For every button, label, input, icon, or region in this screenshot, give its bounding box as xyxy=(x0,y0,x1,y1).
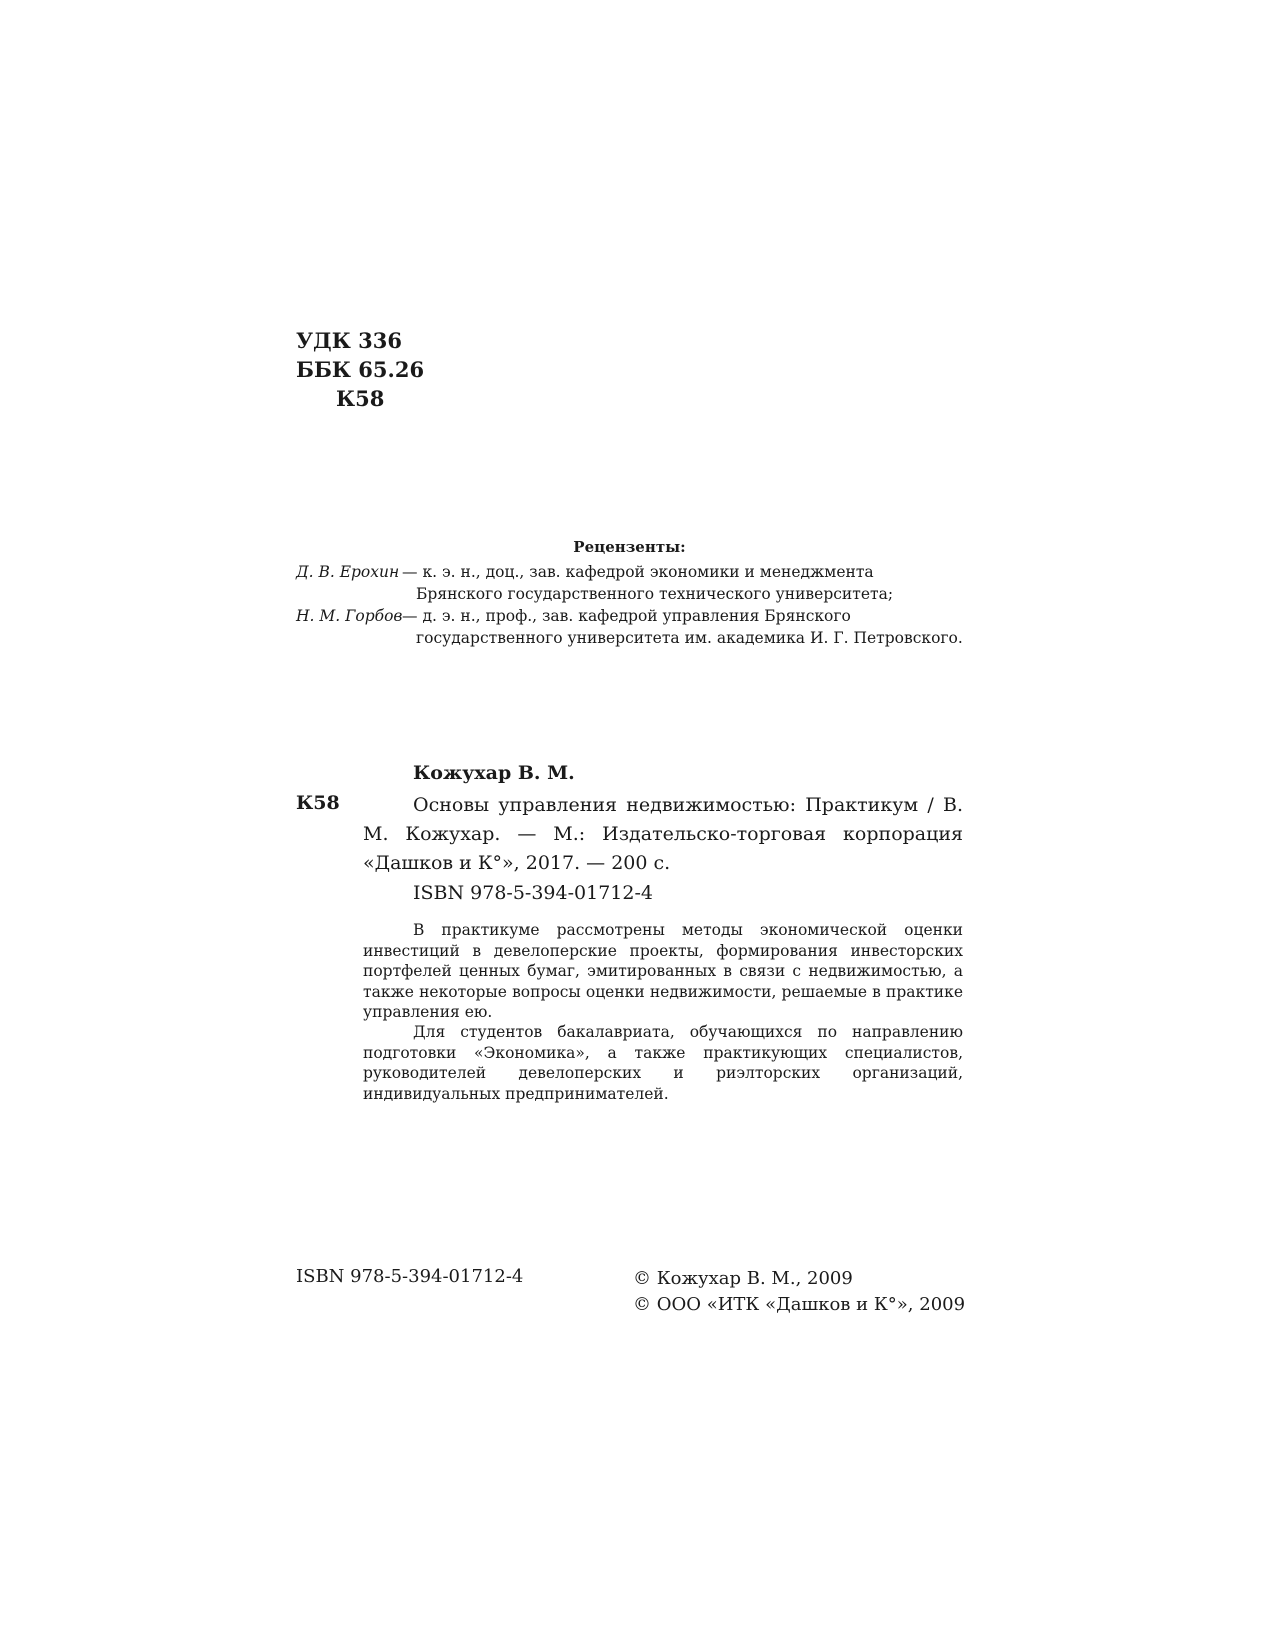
copyright-line: © Кожухар В. М., 2009 xyxy=(633,1268,853,1289)
annotation-paragraph: Для студентов бакалавриата, обучающихся по направлению подготовки «Экономика», а также практикующих специалистов, руководителей девелоперских и риэлторских организаций, индивидуальных предпринимателей. xyxy=(363,1023,963,1103)
footer-isbn: ISBN 978-5-394-01712-4 xyxy=(296,1266,524,1287)
reviewer-description: — к. э. н., доц., зав. кафедрой экономики и менеджмента Брянского государственного технического университета; xyxy=(402,563,894,603)
annotation-paragraph: В практикуме рассмотрены методы экономической оценки инвестиций в девелоперские проекты, формирования инвесторских портфелей ценных бумаг, эмитированных в связи с недвижимостью, а также некоторые вопросы оценки недвижимости, решаемые в практике управления ею. xyxy=(363,921,963,1021)
reviewer-name: Д. В. Ерохин xyxy=(296,563,400,581)
author-mark: К58 xyxy=(336,386,385,411)
udk-code: УДК 336 xyxy=(296,328,402,353)
copyright-block xyxy=(633,1266,965,1318)
copyright-line: © ООО «ИТК «Дашков и К°», 2009 xyxy=(633,1294,966,1315)
book-shelfmark: К58 xyxy=(296,792,340,814)
bbk-code: ББК 65.26 xyxy=(296,357,425,382)
reviewer-description-text: к. э. н., доц., зав. кафедрой экономики и менеджмента Брянского государственного технического университета; xyxy=(416,563,894,603)
reviewer-description-text: д. э. н., проф., зав. кафедрой управления Брянского государственного университета им. академика И. Г. Петровского. xyxy=(416,607,963,647)
reviewer-description: — д. э. н., проф., зав. кафедрой управления Брянского государственного университета им. академика И. Г. Петровского. xyxy=(402,607,963,647)
book-author: Кожухар В. М. xyxy=(413,762,575,784)
reviewer-name: Н. М. Горбов xyxy=(296,607,403,625)
reviewers-heading: Рецензенты: xyxy=(573,538,686,556)
book-citation: Основы управления недвижимостью: Практикум / В. М. Кожухар. — М.: Издательско-торговая корпорация «Дашков и К°», 2017. — 200 с. xyxy=(363,794,963,874)
classification-block xyxy=(296,326,424,413)
book-isbn: ISBN 978-5-394-01712-4 xyxy=(413,882,653,904)
